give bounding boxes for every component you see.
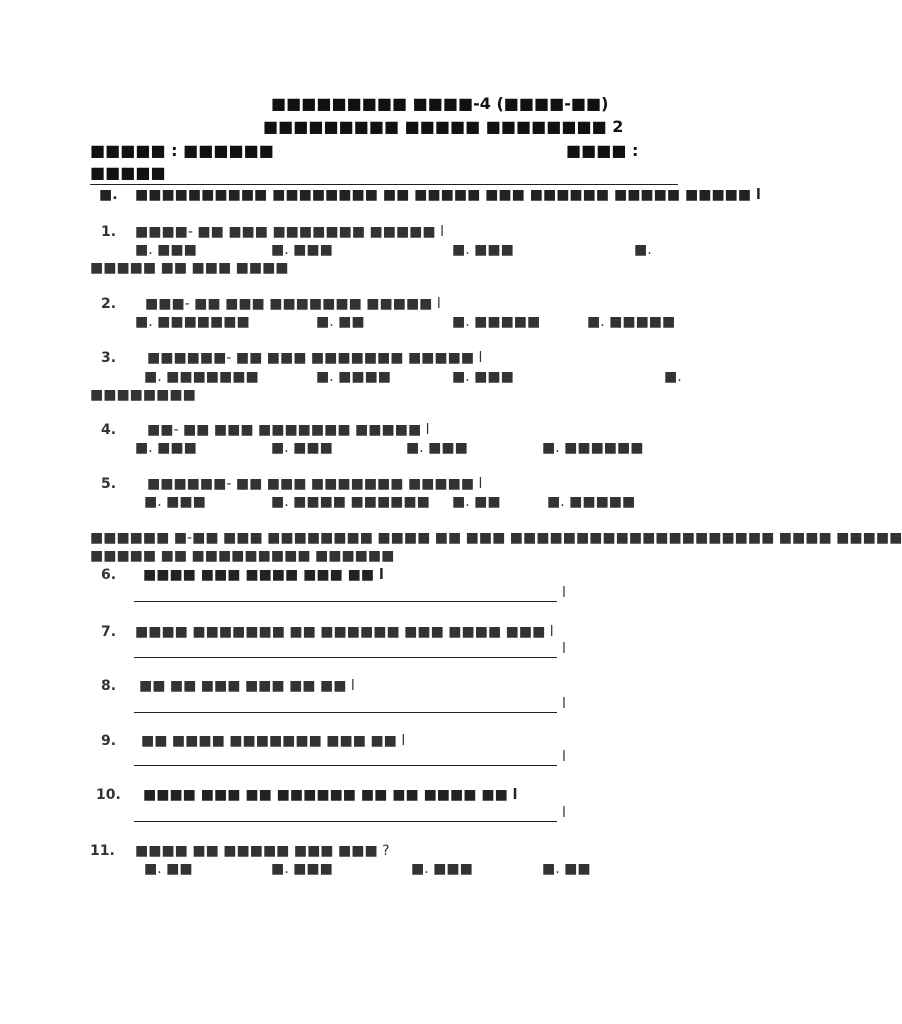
option-b: ■. ■■■	[271, 242, 333, 258]
option-b: ■. ■■■	[271, 440, 333, 456]
question-number: 5.	[101, 476, 117, 492]
option-a: ■. ■■■	[135, 242, 197, 258]
option-b: ■. ■■■	[271, 861, 333, 877]
option-d: ■.	[634, 242, 652, 258]
blank-end-mark: l	[562, 585, 566, 601]
section-b-instruction-cont: ■■■■■ ■■ ■■■■■■■■■ ■■■■■■	[90, 548, 395, 564]
question-number: 3.	[101, 350, 117, 366]
blank-end-mark: l	[562, 696, 566, 712]
question-text: ■■■■- ■■ ■■■ ■■■■■■■ ■■■■■ l	[135, 224, 444, 240]
question-text: ■■■- ■■ ■■■ ■■■■■■■ ■■■■■ l	[145, 296, 441, 312]
question-text: ■■■■■■- ■■ ■■■ ■■■■■■■ ■■■■■ l	[147, 476, 483, 492]
option-c: ■. ■■■■■	[452, 314, 541, 330]
section-a-instruction: ■■■■■■■■■■ ■■■■■■■■ ■■ ■■■■■ ■■■ ■■■■■■ ■■■■■ ■■■■■ l	[135, 187, 761, 203]
section-a-marker: ■.	[99, 187, 118, 203]
option-c: ■. ■■■	[452, 369, 514, 385]
blank-end-mark: l	[562, 749, 566, 765]
option-d: ■. ■■■■■	[547, 494, 636, 510]
option-d-continued: ■■■■■ ■■ ■■■ ■■■■	[90, 260, 289, 276]
question-number: 8.	[101, 678, 117, 694]
option-b: ■. ■■■■ ■■■■■■	[271, 494, 430, 510]
option-a: ■. ■■	[144, 861, 193, 877]
option-a: ■. ■■■	[135, 440, 197, 456]
question-text: ■■■■■■- ■■ ■■■ ■■■■■■■ ■■■■■ l	[147, 350, 483, 366]
option-d-continued: ■■■■■■■■	[90, 387, 196, 403]
answer-blank[interactable]	[134, 821, 557, 822]
option-d: ■. ■■	[542, 861, 591, 877]
question-text: ■■ ■■■■ ■■■■■■■ ■■■ ■■ l	[141, 733, 406, 749]
question-number: 11.	[90, 843, 115, 859]
option-b: ■. ■■■■	[316, 369, 392, 385]
name-label: ■■■■ :	[566, 141, 639, 160]
subject-label: ■■■■■ : ■■■■■■	[90, 141, 274, 160]
answer-blank[interactable]	[134, 657, 557, 658]
option-a: ■. ■■■	[144, 494, 206, 510]
question-text: ■■■■ ■■■ ■■■■ ■■■ ■■ l	[143, 567, 384, 583]
question-number: 6.	[101, 567, 117, 583]
option-c: ■. ■■■	[406, 440, 468, 456]
option-b: ■. ■■	[316, 314, 365, 330]
subject-continued: ■■■■■	[90, 163, 166, 182]
blank-end-mark: l	[562, 641, 566, 657]
answer-blank[interactable]	[134, 601, 557, 602]
option-a: ■. ■■■■■■■	[135, 314, 250, 330]
question-number: 10.	[96, 787, 121, 803]
blank-end-mark: l	[562, 805, 566, 821]
option-a: ■. ■■■■■■■	[144, 369, 259, 385]
question-number: 4.	[101, 422, 117, 438]
question-number: 7.	[101, 624, 117, 640]
option-c: ■. ■■■	[452, 242, 514, 258]
question-text: ■■- ■■ ■■■ ■■■■■■■ ■■■■■ l	[147, 422, 430, 438]
question-text: ■■■■ ■■■ ■■ ■■■■■■ ■■ ■■ ■■■■ ■■ l	[143, 787, 518, 803]
question-number: 9.	[101, 733, 117, 749]
question-number: 1.	[101, 224, 117, 240]
title-line-1: ■■■■■■■■■ ■■■■-4 (■■■■-■■)	[271, 94, 609, 113]
option-d: ■.	[664, 369, 682, 385]
answer-blank[interactable]	[134, 712, 557, 713]
header-divider	[90, 184, 678, 185]
section-b-instruction: ■■■■■■ ■-■■ ■■■ ■■■■■■■■ ■■■■ ■■ ■■■ ■■■■■■■■■■■■■■■■■■■■ ■■■■ ■■■■■	[90, 530, 902, 546]
title-line-2: ■■■■■■■■■ ■■■■■ ■■■■■■■■ 2	[263, 117, 624, 136]
option-d: ■. ■■■■■■	[542, 440, 644, 456]
option-d: ■. ■■■■■	[587, 314, 676, 330]
question-text: ■■■■ ■■ ■■■■■ ■■■ ■■■ ?	[135, 843, 390, 859]
option-c: ■. ■■■	[411, 861, 473, 877]
question-number: 2.	[101, 296, 117, 312]
option-c: ■. ■■	[452, 494, 501, 510]
question-text: ■■ ■■ ■■■ ■■■ ■■ ■■ l	[139, 678, 355, 694]
answer-blank[interactable]	[134, 765, 557, 766]
question-text: ■■■■ ■■■■■■■ ■■ ■■■■■■ ■■■ ■■■■ ■■■ l	[135, 624, 554, 640]
